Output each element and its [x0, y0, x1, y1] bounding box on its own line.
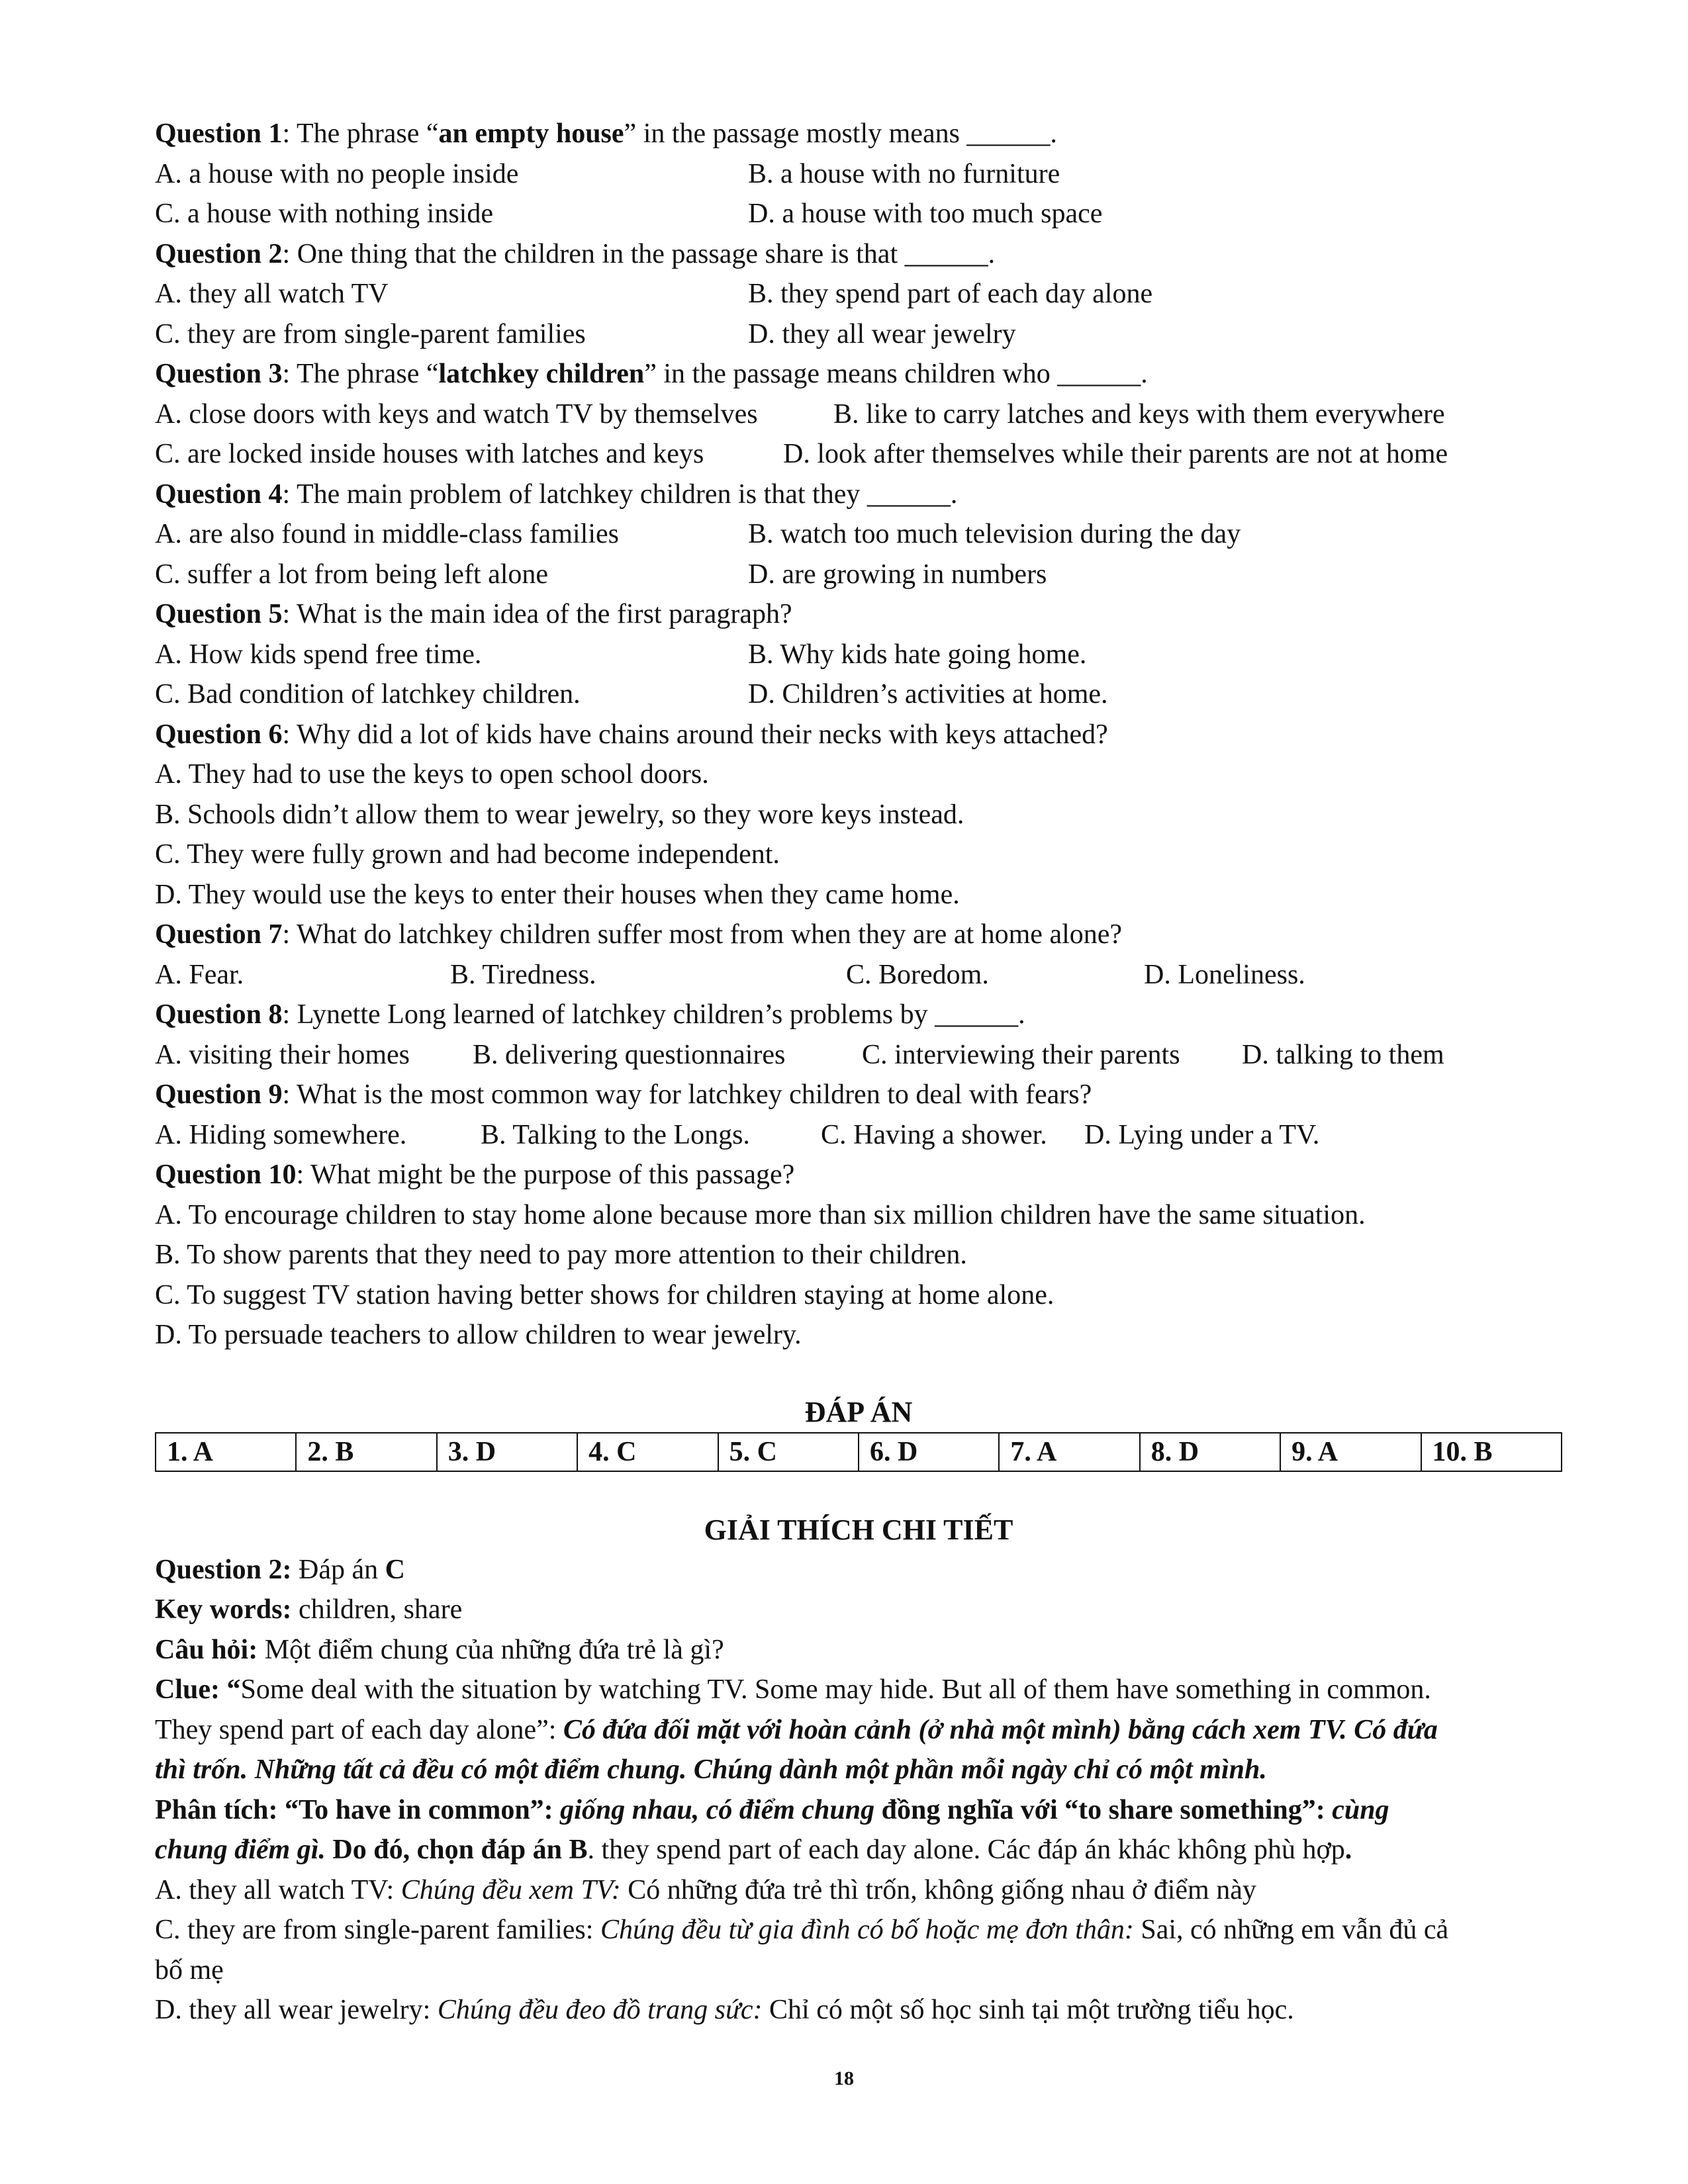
- option-c: C. suffer a lot from being left alone: [155, 559, 549, 590]
- explanation-clue-cont: They spend part of each day alone”: Có đứa đối mặt với hoàn cảnh (ở nhà một mình) bằng cách xem TV. Có đứa: [155, 1714, 1438, 1745]
- option-c: C. To suggest TV station having better shows for children staying at home alone.: [155, 1279, 1055, 1310]
- options-row: [155, 434, 1562, 475]
- answer-cell: 7. A: [999, 1433, 1139, 1471]
- question-label: Question 10: [155, 1160, 297, 1190]
- options-row: [155, 635, 1562, 675]
- options-row: [155, 154, 1562, 195]
- option-a: A. are also found in middle-class families: [155, 519, 619, 549]
- option-a: A. To encourage children to stay home alone because more than six million children have the same situation.: [155, 1199, 1366, 1230]
- question-4: Question 4: The main problem of latchkey children is that they ______.: [155, 478, 958, 510]
- key-phrase: an empty house: [438, 118, 624, 149]
- options-row: [155, 314, 1562, 355]
- question-2: Question 2: One thing that the children in the passage share is that ______.: [155, 238, 996, 269]
- option-a: A. visiting their homes: [155, 1039, 410, 1070]
- option-a: A. Fear.: [155, 959, 244, 990]
- answer-key-table: [155, 1432, 1562, 1472]
- option-b: B. delivering questionnaires: [473, 1039, 786, 1070]
- question-5: Question 5: What is the main idea of the first paragraph?: [155, 599, 792, 629]
- option-d: D. To persuade teachers to allow children to wear jewelry.: [155, 1320, 802, 1350]
- explanation-option-d: D. they all wear jewelry: Chúng đều đeo đồ trang sức: Chỉ có một số học sinh tại một trường tiểu học.: [155, 1995, 1294, 2025]
- option-b: B. Tiredness.: [450, 959, 596, 990]
- option-c: C. Boredom.: [846, 959, 989, 990]
- answer-cell: 3. D: [437, 1433, 577, 1471]
- option-b: B. a house with no furniture: [748, 158, 1060, 189]
- question-7: Question 7: What do latchkey children suffer most from when they are at home alone?: [155, 919, 1123, 950]
- explanation-option-c: C. they are from single-parent families: Chúng đều từ gia đình có bố hoặc mẹ đơn thân: Sai, có những em vẫn đủ cả: [155, 1915, 1449, 1945]
- question-label: Question 7: [155, 919, 283, 950]
- option-c: C. interviewing their parents: [862, 1039, 1180, 1070]
- explanation-question-vi: Câu hỏi: Một điểm chung của những đứa trẻ là gì?: [155, 1634, 724, 1665]
- option-b: B. watch too much television during the day: [748, 519, 1241, 549]
- option-c: C. are locked inside houses with latches and keys: [155, 439, 704, 469]
- option-d: D. are growing in numbers: [748, 559, 1047, 590]
- options-row: [155, 394, 1562, 435]
- option-c: C. Bad condition of latchkey children.: [155, 679, 581, 709]
- options-row: [155, 955, 1562, 995]
- option-b: B. like to carry latches and keys with them everywhere: [833, 398, 1445, 430]
- options-row: [155, 555, 1562, 595]
- option-d: D. a house with too much space: [748, 199, 1103, 229]
- option-a: A. They had to use the keys to open school doors.: [155, 759, 709, 790]
- answer-key-title: ĐÁP ÁN: [804, 1395, 913, 1428]
- question-label: Question 9: [155, 1079, 283, 1110]
- explanation-option-a: A. they all watch TV: Chúng đều xem TV: Có những đứa trẻ thì trốn, không giống nhau ở điểm này: [155, 1874, 1256, 1905]
- option-d: D. they all wear jewelry: [748, 318, 1016, 349]
- question-3: Question 3: The phrase “latchkey children” in the passage means children who ______.: [155, 359, 1148, 389]
- option-a: A. close doors with keys and watch TV by themselves: [155, 398, 758, 430]
- explanation-clue: Clue: “Some deal with the situation by watching TV. Some may hide. But all of them have something in common.: [155, 1674, 1431, 1705]
- option-a: A. they all watch TV: [155, 279, 389, 309]
- answer-cell: 9. A: [1280, 1433, 1421, 1471]
- option-a: A. How kids spend free time.: [155, 639, 482, 670]
- option-b: B. To show parents that they need to pay more attention to their children.: [155, 1240, 967, 1270]
- question-label: Question 5: [155, 599, 283, 629]
- explanation-analysis: Phân tích: “To have in common”: giống nhau, có điểm chung đồng nghĩa với “to share something”: cùng: [155, 1794, 1389, 1825]
- option-d: D. Loneliness.: [1144, 959, 1305, 990]
- question-10: Question 10: What might be the purpose of this passage?: [155, 1160, 795, 1190]
- answer-row: [156, 1433, 1562, 1471]
- option-c: C. Having a shower.: [821, 1119, 1047, 1150]
- exam-content: [155, 114, 1562, 2030]
- option-d: D. look after themselves while their parents are not at home: [783, 439, 1448, 469]
- options-row: [155, 1035, 1562, 1075]
- explanation-title: GIẢI THÍCH CHI TIẾT: [704, 1513, 1013, 1546]
- option-a: A. Hiding somewhere.: [155, 1119, 407, 1150]
- options-row: [155, 1115, 1562, 1156]
- answer-cell: 4. C: [577, 1433, 718, 1471]
- question-label: Question 3: [155, 359, 283, 389]
- explanation-body: [155, 1550, 1562, 2030]
- option-a: A. a house with no people inside: [155, 158, 519, 189]
- option-d: D. They would use the keys to enter their houses when they came home.: [155, 879, 960, 910]
- answer-cell: 5. C: [718, 1433, 859, 1471]
- answer-cell: 2. B: [296, 1433, 436, 1471]
- answer-cell: 8. D: [1140, 1433, 1280, 1471]
- key-phrase: latchkey children: [438, 359, 645, 389]
- options-row: [155, 194, 1562, 234]
- question-6: Question 6: Why did a lot of kids have chains around their necks with keys attached?: [155, 719, 1108, 750]
- option-c: C. they are from single-parent families: [155, 318, 586, 349]
- options-row: [155, 274, 1562, 314]
- page-number: 18: [834, 2068, 854, 2089]
- option-b: B. they spend part of each day alone: [748, 279, 1153, 309]
- question-1: Question 1: The phrase “an empty house” in the passage mostly means ______.: [155, 118, 1057, 149]
- option-d: D. talking to them: [1242, 1039, 1444, 1070]
- option-d: D. Children’s activities at home.: [748, 679, 1108, 709]
- options-row: [155, 674, 1562, 715]
- explanation-clue-cont: thì trốn. Những tất cả đều có một điểm chung. Chúng dành một phần mỗi ngày chỉ có một mình.: [155, 1754, 1267, 1785]
- option-b: B. Why kids hate going home.: [748, 639, 1087, 670]
- question-label: Question 1: [155, 118, 283, 149]
- question-8: Question 8: Lynette Long learned of latchkey children’s problems by ______.: [155, 999, 1025, 1030]
- answer-cell: 10. B: [1421, 1433, 1562, 1471]
- option-c: C. They were fully grown and had become independent.: [155, 839, 780, 870]
- explanation-analysis-cont: chung điểm gì. Do đó, chọn đáp án B. they spend part of each day alone. Các đáp án khác không phù hợp.: [155, 1835, 1352, 1865]
- options-row: [155, 514, 1562, 555]
- question-9: Question 9: What is the most common way for latchkey children to deal with fears?: [155, 1079, 1092, 1110]
- question-label: Question 2: [155, 238, 283, 269]
- option-b: B. Talking to the Longs.: [481, 1119, 750, 1150]
- question-label: Question 4: [155, 478, 283, 510]
- explanation-question: Question 2: Đáp án C: [155, 1554, 405, 1585]
- explanation-option-c-cont: bố mẹ: [155, 1954, 224, 1985]
- answer-cell: 6. D: [859, 1433, 999, 1471]
- option-b: B. Schools didn’t allow them to wear jewelry, so they wore keys instead.: [155, 799, 964, 830]
- option-c: C. a house with nothing inside: [155, 199, 493, 229]
- question-label: Question 8: [155, 999, 283, 1030]
- question-label: Question 6: [155, 719, 283, 750]
- explanation-keywords: Key words: children, share: [155, 1594, 463, 1625]
- option-d: D. Lying under a TV.: [1084, 1119, 1320, 1150]
- answer-cell: 1. A: [156, 1433, 296, 1471]
